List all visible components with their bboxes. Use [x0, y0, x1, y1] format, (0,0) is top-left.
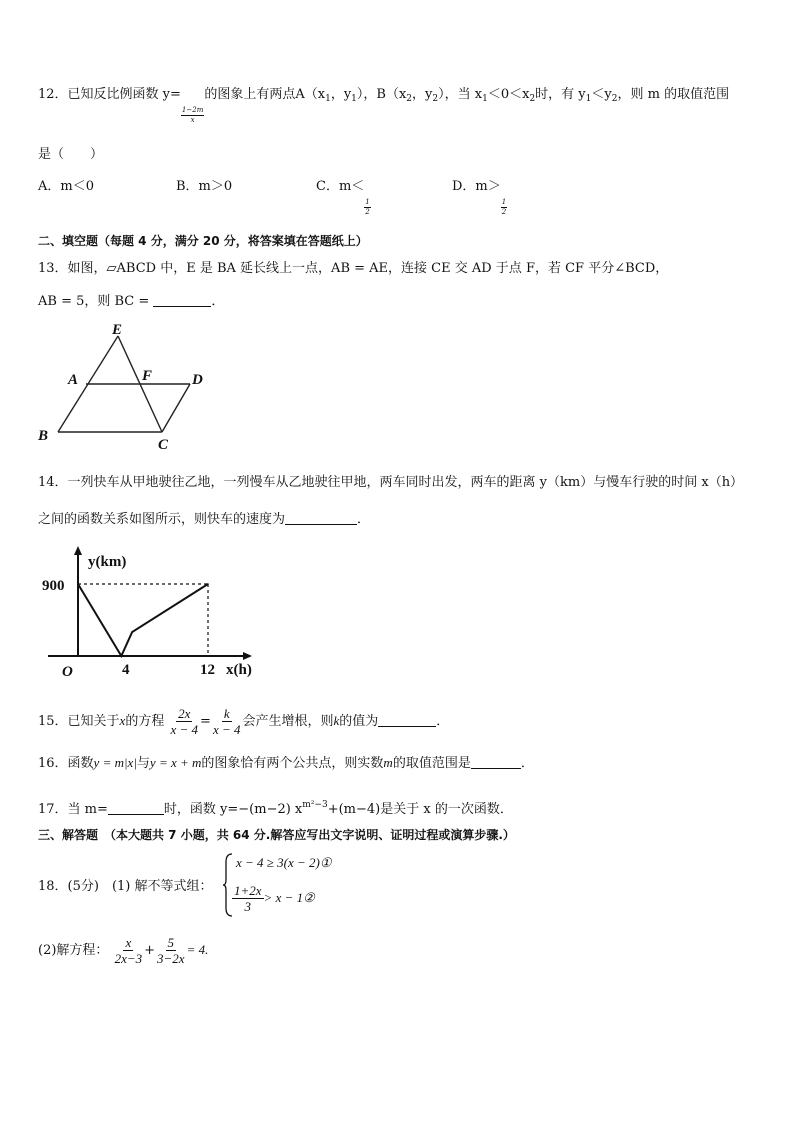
y-axis-arrow — [74, 546, 82, 555]
q12-line2: 是（ ） — [38, 147, 104, 162]
q12-line1 — [38, 86, 729, 125]
q12-text: 时，有 y — [535, 87, 586, 102]
q12-text: ），B（x — [356, 87, 407, 102]
q14-chart — [40, 546, 260, 680]
q12-text: ，y — [412, 87, 433, 102]
q18-label: 18．(5分) (1) 解不等式组： — [38, 879, 213, 894]
q12-text: ，则 m 的取值范围 — [617, 87, 730, 102]
q12-text: 的图象上有两点A（x — [204, 87, 326, 102]
q13-answer-blank[interactable] — [153, 292, 211, 307]
frac-den: x − 4 — [212, 722, 241, 737]
q12-text: ＜0＜x — [487, 87, 530, 102]
q13-line2 — [38, 292, 224, 311]
q12-sub: 2 — [432, 94, 439, 104]
q16-text: 与 — [136, 756, 150, 771]
frac-num: 1+2x — [234, 883, 262, 898]
label-b: B — [38, 428, 49, 444]
frac-num: 5 — [167, 935, 175, 950]
q17-line — [38, 796, 513, 819]
data-point — [207, 583, 209, 585]
chart-tick-12: 12 — [200, 662, 215, 678]
q18-part2 — [38, 932, 208, 969]
q16-func1: y = m|x| — [93, 755, 137, 770]
q12-text: 12．已知反比例函数 y= — [38, 87, 181, 102]
q16-answer-blank[interactable] — [471, 754, 521, 769]
frac-num: 2x — [178, 706, 191, 721]
q12-frac-den: x — [190, 116, 195, 124]
q12-option-d-text: D．m＞ — [452, 179, 501, 194]
label-f: F — [142, 368, 153, 384]
q18-ineq2-rest: > x − 1② — [263, 890, 315, 905]
q15-text: 的值为 — [339, 714, 379, 729]
frac-num: k — [223, 706, 230, 721]
label-d: D — [192, 372, 203, 388]
chart-xlabel: x(h) — [226, 662, 252, 678]
frac-den: 2 — [365, 208, 370, 216]
q12-option-b: B．m＞0 — [176, 179, 233, 194]
q18-inequality-2 — [232, 880, 315, 917]
q13-line1: 13．如图，▱ABCD 中，E 是 BA 延长线上一点，AB = AE，连接 CE 交 AD 于点 F，若 CF 平分∠BCD， — [38, 261, 669, 276]
q12-sub: 2 — [611, 94, 618, 104]
series-line — [78, 584, 208, 656]
q18-frac1 — [113, 935, 145, 966]
q14-end: ． — [357, 512, 371, 527]
frac-den: 3−2x — [157, 951, 185, 966]
data-point — [121, 655, 123, 657]
chart-tick-4: 4 — [122, 662, 130, 678]
q17-answer-blank[interactable] — [108, 800, 164, 815]
q16-end: ． — [520, 756, 534, 771]
q16-var-m: m — [383, 755, 393, 770]
q12-text: ），当 x — [438, 87, 483, 102]
label-c: C — [158, 437, 169, 452]
q12-sub: 1 — [351, 94, 357, 104]
q13-figure — [30, 322, 210, 452]
q15-text: 会产生增根，则 — [242, 714, 334, 729]
q16-text: 的取值范围是 — [392, 756, 471, 771]
q18-inequality-1: x − 4 ≥ 3(x − 2)① — [236, 855, 332, 870]
q14-answer-blank[interactable] — [285, 510, 357, 525]
data-point — [77, 583, 79, 585]
q12-option-c-text: C．m＜ — [316, 179, 365, 194]
q12-option-d — [452, 178, 507, 217]
q12-sub: 2 — [406, 94, 413, 104]
q15-equals: = — [200, 714, 211, 729]
q14-line2 — [38, 510, 370, 529]
q15-text: 15．已知关于 — [38, 714, 120, 729]
q13-text: AB = 5，则 BC = — [38, 294, 154, 309]
section3-heading: 三、解答题 （本大题共 7 小题，共 64 分.解答应写出文字说明、证明过程或演算步骤.） — [38, 828, 515, 842]
label-a: A — [68, 372, 79, 388]
q15-frac-left — [168, 706, 200, 737]
edge-dc — [162, 384, 190, 432]
q12-option-a: A．m＜0 — [38, 179, 94, 194]
frac-num: 1 — [365, 198, 370, 206]
q18-part2-text: (2)解方程： — [38, 943, 109, 958]
q12-text: ，y — [330, 87, 352, 102]
section2-heading: 二、填空题（每题 4 分，满分 20 分，将答案填在答题纸上） — [38, 234, 368, 248]
q15-var-k: k — [333, 713, 340, 728]
q12-sub: 1 — [325, 94, 331, 104]
q18-frac2 — [155, 935, 187, 966]
x-axis-arrow — [243, 652, 252, 660]
q12-option-c — [316, 178, 371, 217]
frac-den: x − 4 — [170, 722, 199, 737]
frac-den: 2x−3 — [114, 951, 143, 966]
data-point — [131, 631, 133, 633]
q14-line1: 14．一列快车从甲地驶往乙地，一列慢车从乙地驶往甲地，两车同时出发，两车的距离 y（km）与慢车行驶的时间 x（h） — [38, 475, 744, 490]
q18-rhs: = 4. — [186, 942, 209, 957]
q15-end: ． — [436, 714, 450, 729]
q18-plus: + — [144, 943, 156, 958]
q12-frac-num: 1−2m — [181, 106, 204, 114]
q12-text: ＜y — [591, 87, 612, 102]
label-e: E — [112, 322, 123, 338]
q12-sub: 2 — [529, 94, 536, 104]
q12-option-d-frac — [501, 198, 507, 217]
q15-answer-blank[interactable] — [378, 712, 436, 727]
q16-text: 的图象恰有两个公共点，则实数 — [201, 756, 384, 771]
q12-option-c-frac — [364, 198, 370, 217]
q15-var-x: x — [119, 713, 126, 728]
q16-line — [38, 754, 534, 773]
frac-den: 2 — [501, 208, 507, 216]
q16-func2: y = x + m — [149, 755, 202, 770]
q18-ineq2-frac — [232, 883, 264, 914]
q15-text: 的方程 — [125, 714, 165, 729]
chart-ylabel: y(km) — [88, 554, 127, 570]
q14-text: 之间的函数关系如图所示，则快车的速度为 — [38, 512, 286, 527]
chart-tick-900: 900 — [42, 578, 65, 594]
q12-sub: 1 — [585, 94, 592, 104]
frac-num: x — [125, 935, 132, 950]
q17-text: +(m−4)是关于 x 的一次函数． — [327, 802, 513, 817]
q13-end: ． — [211, 294, 225, 309]
q15-frac-right — [211, 706, 243, 737]
q12-sub: 1 — [482, 94, 488, 104]
q17-text: 17．当 m= — [38, 802, 108, 817]
q17-text: 时，函数 y=−(m−2) x — [163, 802, 303, 817]
frac-den: 3 — [244, 899, 252, 914]
q16-text: 16．函数 — [38, 756, 94, 771]
q17-exponent: m²−3 — [302, 800, 328, 810]
q15-line — [38, 704, 449, 739]
frac-num: 1 — [501, 198, 507, 206]
q12-fraction — [181, 106, 204, 125]
chart-origin: O — [62, 664, 73, 680]
